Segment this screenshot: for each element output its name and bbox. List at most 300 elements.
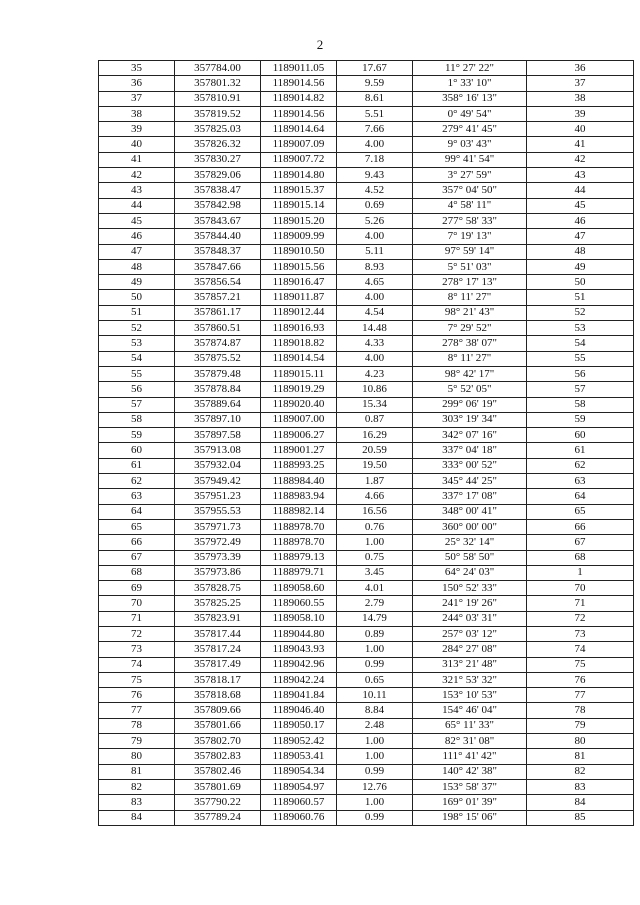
x-coordinate-cell: 357875.52: [175, 351, 261, 366]
bearing-cell: 198° 15' 06": [413, 810, 527, 825]
y-coordinate-cell: 1189052.42: [261, 734, 337, 749]
x-coordinate-cell: 357949.42: [175, 474, 261, 489]
bearing-cell: 154° 46' 04": [413, 703, 527, 718]
next-point-cell: 54: [527, 336, 634, 351]
table-row: [99, 519, 634, 534]
y-coordinate-cell: 1189012.44: [261, 305, 337, 320]
table-row: [99, 779, 634, 794]
distance-cell: 4.33: [337, 336, 413, 351]
x-coordinate-cell: 357826.32: [175, 137, 261, 152]
table-row: [99, 106, 634, 121]
point-number-cell: 78: [99, 718, 175, 733]
point-number-cell: 50: [99, 290, 175, 305]
table-row: [99, 336, 634, 351]
table-row: [99, 198, 634, 213]
table-row: [99, 504, 634, 519]
x-coordinate-cell: 357801.32: [175, 76, 261, 91]
distance-cell: 4.01: [337, 581, 413, 596]
table-row: [99, 703, 634, 718]
point-number-cell: 36: [99, 76, 175, 91]
distance-cell: 7.66: [337, 122, 413, 137]
x-coordinate-cell: 357879.48: [175, 366, 261, 381]
y-coordinate-cell: 1189044.80: [261, 626, 337, 641]
next-point-cell: 44: [527, 183, 634, 198]
next-point-cell: 65: [527, 504, 634, 519]
bearing-cell: 337° 17' 08": [413, 489, 527, 504]
bearing-cell: 64° 24' 03": [413, 565, 527, 580]
x-coordinate-cell: 357897.58: [175, 428, 261, 443]
bearing-cell: 278° 17' 13": [413, 275, 527, 290]
bearing-cell: 140° 42' 38": [413, 764, 527, 779]
distance-cell: 20.59: [337, 443, 413, 458]
distance-cell: 14.79: [337, 611, 413, 626]
x-coordinate-cell: 357810.91: [175, 91, 261, 106]
point-number-cell: 54: [99, 351, 175, 366]
y-coordinate-cell: 1189014.80: [261, 168, 337, 183]
point-number-cell: 73: [99, 642, 175, 657]
y-coordinate-cell: 1189058.60: [261, 581, 337, 596]
table-row: [99, 458, 634, 473]
point-number-cell: 72: [99, 626, 175, 641]
table-row: [99, 290, 634, 305]
point-number-cell: 61: [99, 458, 175, 473]
next-point-cell: 49: [527, 259, 634, 274]
x-coordinate-cell: 357790.22: [175, 795, 261, 810]
bearing-cell: 257° 03' 12": [413, 626, 527, 641]
x-coordinate-cell: 357897.10: [175, 412, 261, 427]
distance-cell: 0.76: [337, 519, 413, 534]
distance-cell: 5.26: [337, 213, 413, 228]
bearing-cell: 9° 03' 43": [413, 137, 527, 152]
point-number-cell: 71: [99, 611, 175, 626]
point-number-cell: 63: [99, 489, 175, 504]
x-coordinate-cell: 357973.39: [175, 550, 261, 565]
x-coordinate-cell: 357844.40: [175, 229, 261, 244]
point-number-cell: 59: [99, 428, 175, 443]
bearing-cell: 348° 00' 41": [413, 504, 527, 519]
next-point-cell: 53: [527, 321, 634, 336]
y-coordinate-cell: 1189010.50: [261, 244, 337, 259]
point-number-cell: 57: [99, 397, 175, 412]
x-coordinate-cell: 357818.17: [175, 672, 261, 687]
distance-cell: 2.48: [337, 718, 413, 733]
x-coordinate-cell: 357932.04: [175, 458, 261, 473]
distance-cell: 1.00: [337, 642, 413, 657]
next-point-cell: 36: [527, 61, 634, 76]
point-number-cell: 45: [99, 213, 175, 228]
point-number-cell: 42: [99, 168, 175, 183]
table-row: [99, 565, 634, 580]
distance-cell: 8.61: [337, 91, 413, 106]
bearing-cell: 333° 00' 52": [413, 458, 527, 473]
point-number-cell: 39: [99, 122, 175, 137]
y-coordinate-cell: 1189014.54: [261, 351, 337, 366]
x-coordinate-cell: 357856.54: [175, 275, 261, 290]
distance-cell: 0.65: [337, 672, 413, 687]
bearing-cell: 99° 41' 54": [413, 152, 527, 167]
next-point-cell: 39: [527, 106, 634, 121]
y-coordinate-cell: 1189015.11: [261, 366, 337, 381]
y-coordinate-cell: 1189050.17: [261, 718, 337, 733]
distance-cell: 3.45: [337, 565, 413, 580]
bearing-cell: 0° 49' 54": [413, 106, 527, 121]
distance-cell: 0.87: [337, 412, 413, 427]
distance-cell: 16.29: [337, 428, 413, 443]
next-point-cell: 67: [527, 535, 634, 550]
bearing-cell: 241° 19' 26": [413, 596, 527, 611]
distance-cell: 1.87: [337, 474, 413, 489]
table-row: [99, 718, 634, 733]
distance-cell: 0.69: [337, 198, 413, 213]
distance-cell: 0.89: [337, 626, 413, 641]
y-coordinate-cell: 1188983.94: [261, 489, 337, 504]
distance-cell: 4.54: [337, 305, 413, 320]
distance-cell: 12.76: [337, 779, 413, 794]
distance-cell: 17.67: [337, 61, 413, 76]
next-point-cell: 55: [527, 351, 634, 366]
table-row: [99, 581, 634, 596]
table-row: [99, 229, 634, 244]
table-row: [99, 795, 634, 810]
y-coordinate-cell: 1189043.93: [261, 642, 337, 657]
next-point-cell: 84: [527, 795, 634, 810]
point-number-cell: 70: [99, 596, 175, 611]
point-number-cell: 48: [99, 259, 175, 274]
distance-cell: 7.18: [337, 152, 413, 167]
y-coordinate-cell: 1189018.82: [261, 336, 337, 351]
table-row: [99, 183, 634, 198]
x-coordinate-cell: 357955.53: [175, 504, 261, 519]
point-number-cell: 62: [99, 474, 175, 489]
distance-cell: 14.48: [337, 321, 413, 336]
bearing-cell: 5° 52' 05": [413, 382, 527, 397]
distance-cell: 4.65: [337, 275, 413, 290]
x-coordinate-cell: 357784.00: [175, 61, 261, 76]
bearing-cell: 150° 52' 33": [413, 581, 527, 596]
table-row: [99, 443, 634, 458]
bearing-cell: 342° 07' 16": [413, 428, 527, 443]
y-coordinate-cell: 1189007.00: [261, 412, 337, 427]
next-point-cell: 82: [527, 764, 634, 779]
point-number-cell: 51: [99, 305, 175, 320]
table-row: [99, 351, 634, 366]
point-number-cell: 46: [99, 229, 175, 244]
y-coordinate-cell: 1189019.29: [261, 382, 337, 397]
distance-cell: 4.00: [337, 137, 413, 152]
table-row: [99, 764, 634, 779]
bearing-cell: 277° 58' 33": [413, 213, 527, 228]
point-number-cell: 84: [99, 810, 175, 825]
bearing-cell: 25° 32' 14": [413, 535, 527, 550]
y-coordinate-cell: 1189015.20: [261, 213, 337, 228]
x-coordinate-cell: 357878.84: [175, 382, 261, 397]
y-coordinate-cell: 1189015.37: [261, 183, 337, 198]
next-point-cell: 78: [527, 703, 634, 718]
point-number-cell: 41: [99, 152, 175, 167]
point-number-cell: 58: [99, 412, 175, 427]
table-row: [99, 688, 634, 703]
table-row: [99, 76, 634, 91]
distance-cell: 8.84: [337, 703, 413, 718]
x-coordinate-cell: 357809.66: [175, 703, 261, 718]
next-point-cell: 42: [527, 152, 634, 167]
distance-cell: 5.51: [337, 106, 413, 121]
table-row: [99, 810, 634, 825]
x-coordinate-cell: 357817.24: [175, 642, 261, 657]
bearing-cell: 321° 53' 32": [413, 672, 527, 687]
x-coordinate-cell: 357842.98: [175, 198, 261, 213]
distance-cell: 2.79: [337, 596, 413, 611]
bearing-cell: 82° 31' 08": [413, 734, 527, 749]
table-row: [99, 626, 634, 641]
y-coordinate-cell: 1189041.84: [261, 688, 337, 703]
x-coordinate-cell: 357838.47: [175, 183, 261, 198]
distance-cell: 0.99: [337, 810, 413, 825]
x-coordinate-cell: 357825.03: [175, 122, 261, 137]
point-number-cell: 76: [99, 688, 175, 703]
table-row: [99, 596, 634, 611]
x-coordinate-cell: 357825.25: [175, 596, 261, 611]
next-point-cell: 80: [527, 734, 634, 749]
bearing-cell: 7° 29' 52": [413, 321, 527, 336]
x-coordinate-cell: 357828.75: [175, 581, 261, 596]
x-coordinate-cell: 357830.27: [175, 152, 261, 167]
next-point-cell: 61: [527, 443, 634, 458]
point-number-cell: 44: [99, 198, 175, 213]
distance-cell: 16.56: [337, 504, 413, 519]
point-number-cell: 65: [99, 519, 175, 534]
next-point-cell: 85: [527, 810, 634, 825]
x-coordinate-cell: 357913.08: [175, 443, 261, 458]
point-number-cell: 53: [99, 336, 175, 351]
y-coordinate-cell: 1188979.71: [261, 565, 337, 580]
next-point-cell: 46: [527, 213, 634, 228]
distance-cell: 9.43: [337, 168, 413, 183]
distance-cell: 9.59: [337, 76, 413, 91]
point-number-cell: 60: [99, 443, 175, 458]
x-coordinate-cell: 357801.69: [175, 779, 261, 794]
y-coordinate-cell: 1188984.40: [261, 474, 337, 489]
table-row: [99, 474, 634, 489]
next-point-cell: 60: [527, 428, 634, 443]
table-row: [99, 91, 634, 106]
table-row: [99, 213, 634, 228]
bearing-cell: 244° 03' 31": [413, 611, 527, 626]
table-row: [99, 152, 634, 167]
point-number-cell: 35: [99, 61, 175, 76]
next-point-cell: 81: [527, 749, 634, 764]
x-coordinate-cell: 357802.70: [175, 734, 261, 749]
next-point-cell: 56: [527, 366, 634, 381]
table-row: [99, 122, 634, 137]
bearing-cell: 360° 00' 00": [413, 519, 527, 534]
point-number-cell: 40: [99, 137, 175, 152]
distance-cell: 4.00: [337, 229, 413, 244]
point-number-cell: 55: [99, 366, 175, 381]
next-point-cell: 43: [527, 168, 634, 183]
table-row: [99, 611, 634, 626]
bearing-cell: 8° 11' 27": [413, 351, 527, 366]
y-coordinate-cell: 1189014.64: [261, 122, 337, 137]
table-row: [99, 397, 634, 412]
point-number-cell: 52: [99, 321, 175, 336]
distance-cell: 19.50: [337, 458, 413, 473]
point-number-cell: 56: [99, 382, 175, 397]
bearing-cell: 7° 19' 13": [413, 229, 527, 244]
bearing-cell: 278° 38' 07": [413, 336, 527, 351]
distance-cell: 5.11: [337, 244, 413, 259]
next-point-cell: 52: [527, 305, 634, 320]
x-coordinate-cell: 357861.17: [175, 305, 261, 320]
y-coordinate-cell: 1189058.10: [261, 611, 337, 626]
y-coordinate-cell: 1188982.14: [261, 504, 337, 519]
bearing-cell: 169° 01' 39": [413, 795, 527, 810]
point-number-cell: 49: [99, 275, 175, 290]
x-coordinate-cell: 357972.49: [175, 535, 261, 550]
table-row: [99, 412, 634, 427]
bearing-cell: 4° 58' 11": [413, 198, 527, 213]
bearing-cell: 11° 27' 22": [413, 61, 527, 76]
point-number-cell: 79: [99, 734, 175, 749]
bearing-cell: 303° 19' 34": [413, 412, 527, 427]
next-point-cell: 75: [527, 657, 634, 672]
table-row: [99, 305, 634, 320]
y-coordinate-cell: 1189060.76: [261, 810, 337, 825]
next-point-cell: 74: [527, 642, 634, 657]
y-coordinate-cell: 1189011.05: [261, 61, 337, 76]
bearing-cell: 50° 58' 50": [413, 550, 527, 565]
next-point-cell: 40: [527, 122, 634, 137]
next-point-cell: 79: [527, 718, 634, 733]
y-coordinate-cell: 1189011.87: [261, 290, 337, 305]
point-number-cell: 83: [99, 795, 175, 810]
point-number-cell: 68: [99, 565, 175, 580]
y-coordinate-cell: 1189007.09: [261, 137, 337, 152]
distance-cell: 1.00: [337, 734, 413, 749]
table-row: [99, 137, 634, 152]
next-point-cell: 71: [527, 596, 634, 611]
distance-cell: 4.66: [337, 489, 413, 504]
table-row: [99, 259, 634, 274]
distance-cell: 4.52: [337, 183, 413, 198]
distance-cell: 4.23: [337, 366, 413, 381]
next-point-cell: 41: [527, 137, 634, 152]
table-row: [99, 672, 634, 687]
bearing-cell: 153° 58' 37": [413, 779, 527, 794]
bearing-cell: 279° 41' 45": [413, 122, 527, 137]
distance-cell: 10.11: [337, 688, 413, 703]
next-point-cell: 37: [527, 76, 634, 91]
point-number-cell: 75: [99, 672, 175, 687]
distance-cell: 8.93: [337, 259, 413, 274]
x-coordinate-cell: 357801.66: [175, 718, 261, 733]
bearing-cell: 1° 33' 10": [413, 76, 527, 91]
point-number-cell: 38: [99, 106, 175, 121]
next-point-cell: 51: [527, 290, 634, 305]
y-coordinate-cell: 1188978.70: [261, 519, 337, 534]
x-coordinate-cell: 357848.37: [175, 244, 261, 259]
page-number: 2: [316, 37, 324, 52]
bearing-cell: 153° 10' 53": [413, 688, 527, 703]
distance-cell: 0.99: [337, 764, 413, 779]
bearing-cell: 111° 41' 42": [413, 749, 527, 764]
table-row: [99, 321, 634, 336]
y-coordinate-cell: 1189054.34: [261, 764, 337, 779]
y-coordinate-cell: 1189060.57: [261, 795, 337, 810]
point-number-cell: 82: [99, 779, 175, 794]
x-coordinate-cell: 357819.52: [175, 106, 261, 121]
bearing-cell: 284° 27' 08": [413, 642, 527, 657]
table-row: [99, 657, 634, 672]
y-coordinate-cell: 1189001.27: [261, 443, 337, 458]
bearing-cell: 345° 44' 25": [413, 474, 527, 489]
x-coordinate-cell: 357860.51: [175, 321, 261, 336]
x-coordinate-cell: 357847.66: [175, 259, 261, 274]
next-point-cell: 1: [527, 565, 634, 580]
point-number-cell: 64: [99, 504, 175, 519]
next-point-cell: 57: [527, 382, 634, 397]
bearing-cell: 337° 04' 18": [413, 443, 527, 458]
table-row: [99, 382, 634, 397]
bearing-cell: 98° 21' 43": [413, 305, 527, 320]
distance-cell: 0.99: [337, 657, 413, 672]
y-coordinate-cell: 1189015.56: [261, 259, 337, 274]
point-number-cell: 47: [99, 244, 175, 259]
y-coordinate-cell: 1188993.25: [261, 458, 337, 473]
table-row: [99, 535, 634, 550]
x-coordinate-cell: 357802.83: [175, 749, 261, 764]
next-point-cell: 58: [527, 397, 634, 412]
distance-cell: 1.00: [337, 795, 413, 810]
table-row: [99, 244, 634, 259]
next-point-cell: 62: [527, 458, 634, 473]
x-coordinate-cell: 357843.67: [175, 213, 261, 228]
next-point-cell: 48: [527, 244, 634, 259]
next-point-cell: 59: [527, 412, 634, 427]
point-number-cell: 37: [99, 91, 175, 106]
y-coordinate-cell: 1188978.70: [261, 535, 337, 550]
table-row: [99, 642, 634, 657]
point-number-cell: 43: [99, 183, 175, 198]
point-number-cell: 81: [99, 764, 175, 779]
y-coordinate-cell: 1189016.47: [261, 275, 337, 290]
y-coordinate-cell: 1189054.97: [261, 779, 337, 794]
x-coordinate-cell: 357971.73: [175, 519, 261, 534]
y-coordinate-cell: 1189060.55: [261, 596, 337, 611]
x-coordinate-cell: 357817.44: [175, 626, 261, 641]
distance-cell: 4.00: [337, 351, 413, 366]
point-number-cell: 77: [99, 703, 175, 718]
bearing-cell: 8° 11' 27": [413, 290, 527, 305]
bearing-cell: 299° 06' 19": [413, 397, 527, 412]
y-coordinate-cell: 1189053.41: [261, 749, 337, 764]
x-coordinate-cell: 357973.86: [175, 565, 261, 580]
y-coordinate-cell: 1189009.99: [261, 229, 337, 244]
y-coordinate-cell: 1189014.56: [261, 76, 337, 91]
y-coordinate-cell: 1189014.56: [261, 106, 337, 121]
bearing-cell: 98° 42' 17": [413, 366, 527, 381]
coordinates-table: [98, 60, 634, 826]
next-point-cell: 64: [527, 489, 634, 504]
next-point-cell: 76: [527, 672, 634, 687]
distance-cell: 4.00: [337, 290, 413, 305]
x-coordinate-cell: 357823.91: [175, 611, 261, 626]
distance-cell: 0.75: [337, 550, 413, 565]
table-row: [99, 550, 634, 565]
y-coordinate-cell: 1189042.96: [261, 657, 337, 672]
x-coordinate-cell: 357789.24: [175, 810, 261, 825]
point-number-cell: 66: [99, 535, 175, 550]
